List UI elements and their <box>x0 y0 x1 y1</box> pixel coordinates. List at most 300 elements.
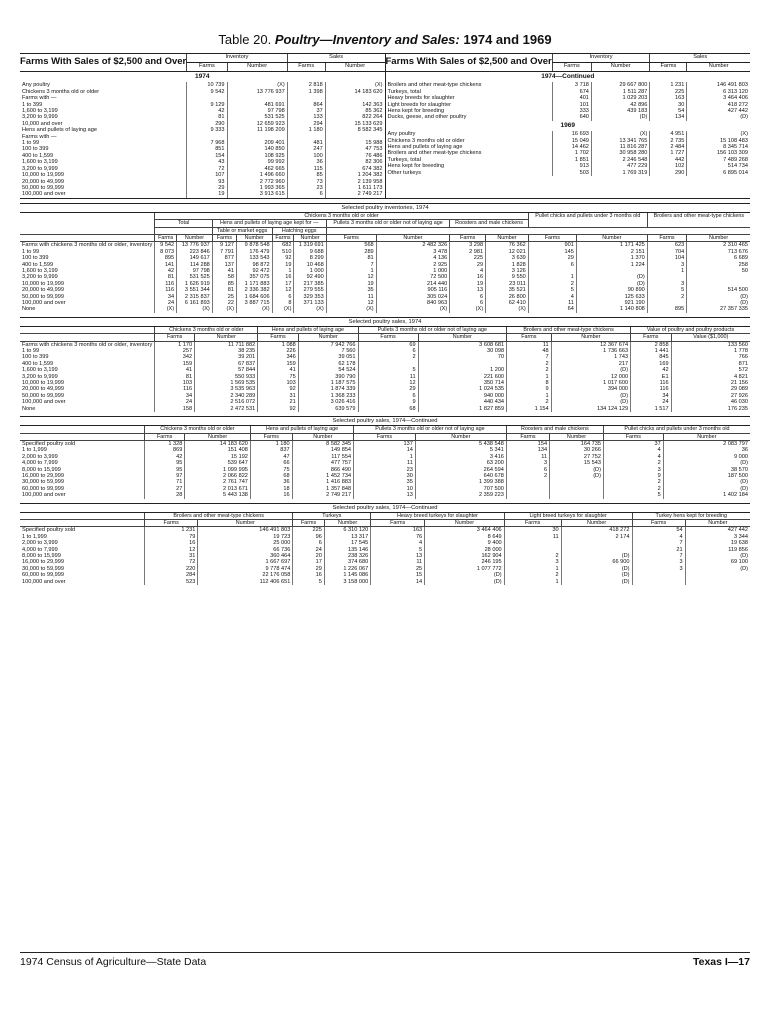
table-cell: (X) <box>212 306 236 312</box>
table-cell: 29 <box>358 386 418 392</box>
row-label: 1,600 to 3,199 <box>22 267 58 274</box>
table-cell: 1 170 <box>155 341 195 348</box>
table-cell: 2 <box>603 479 663 485</box>
table-cell: 247 <box>287 146 325 152</box>
table-cell: 29 <box>187 185 227 191</box>
table-cell: 3 344 <box>685 534 750 540</box>
table-cell: 4 951 <box>650 131 687 137</box>
row-label: 1,600 to 3,199 <box>22 159 58 166</box>
top-left-rows <box>20 82 385 197</box>
table-cell: 6 <box>450 294 486 300</box>
table-cell: 58 <box>212 274 236 280</box>
table-cell: 19 <box>272 262 294 268</box>
col-label: Farms <box>603 433 663 440</box>
col-label: Farms <box>354 433 416 440</box>
page <box>20 32 750 585</box>
table-cell: 16 693 <box>552 131 591 137</box>
table-cell: 154 <box>506 440 549 447</box>
table-cell: 134 <box>650 114 687 120</box>
table-cell: 14 <box>354 447 416 453</box>
row-label: 20,000 to 49,999 <box>22 178 64 185</box>
col-farms: Farms <box>650 62 687 71</box>
table-cell: 12 <box>358 380 418 386</box>
table-cell: 851 <box>187 146 227 152</box>
table-cell: 19 723 <box>198 534 293 540</box>
table-cell: 50 <box>687 268 750 274</box>
table-cell: 42 <box>631 367 672 373</box>
col-label: Number <box>236 234 272 241</box>
table-cell: 7 <box>326 262 376 268</box>
row-label: Farms with chickens 3 months old or older, inventory <box>22 341 153 348</box>
col-farms: Farms <box>287 62 325 71</box>
table-cell: 6 <box>358 348 418 354</box>
table-cell: 71 <box>145 479 185 485</box>
table-cell: 25 000 <box>198 540 293 546</box>
table-cell: 1 187 575 <box>298 380 358 386</box>
table-cell: 1 <box>326 268 376 274</box>
table-main-title: Poultry—Inventory and Sales: <box>274 32 460 47</box>
table-cell: 2 735 <box>650 138 687 144</box>
table-cell: 2 <box>507 399 552 405</box>
table-cell: 3 639 <box>486 255 529 261</box>
table-cell: 114 288 <box>177 262 213 268</box>
table-cell: 523 <box>145 579 198 585</box>
top-left-panel <box>20 54 385 198</box>
table-cell: 30 098 <box>418 348 507 354</box>
table-cell: 145 <box>528 249 576 255</box>
table-cell: 217 385 <box>294 281 326 287</box>
table-cell: 115 <box>287 166 325 172</box>
stub-blank <box>20 234 155 241</box>
table-cell: 6 <box>272 294 294 300</box>
table-row <box>20 492 750 498</box>
table-cell: 246 195 <box>425 559 505 565</box>
col-label: Number <box>687 234 750 241</box>
table-cell: 13 <box>354 492 416 498</box>
col-label: Number <box>550 433 604 440</box>
table-cell: 116 <box>631 386 672 392</box>
table-cell: 442 <box>650 157 687 163</box>
row-label: 100 to 399 <box>22 146 49 153</box>
table-cell: 707 500 <box>415 486 506 492</box>
table-cell: 3 298 <box>450 242 486 249</box>
table-cell: 220 <box>145 566 198 572</box>
table-cell: 1 328 <box>145 440 185 447</box>
row-label: 60,000 to 99,999 <box>22 485 64 492</box>
footer-right: Texas I—17 <box>692 956 750 968</box>
table-cell: 1 511 287 <box>591 89 649 95</box>
table-cell: 1 736 663 <box>551 348 630 354</box>
table-cell: 99 992 <box>227 159 287 165</box>
table-number: Table 20. <box>218 32 272 47</box>
col-head: Pullet chicks and pullets under 3 months old <box>528 213 647 227</box>
table-cell: 5 <box>603 492 663 498</box>
table-cell: 12 <box>326 274 376 280</box>
table-cell: 22 <box>212 300 236 306</box>
table-cell: 85 362 <box>325 108 384 114</box>
table-cell: 28 000 <box>425 547 505 553</box>
table-cell: 2 484 <box>650 144 687 150</box>
col-head: Broilers and other meat-type chickens <box>507 327 631 334</box>
table-cell: 333 <box>552 108 591 114</box>
table-cell: 17 <box>272 281 294 287</box>
table-cell: 149 617 <box>177 255 213 261</box>
table-cell: 21 <box>632 547 685 553</box>
stub-blank <box>20 327 155 334</box>
table-cell: (X) <box>687 131 750 137</box>
table-cell: 822 264 <box>325 114 384 120</box>
table-cell: 5 341 <box>415 447 506 453</box>
table-cell: 11 <box>358 374 418 380</box>
col-label: Farms <box>504 519 561 526</box>
col-label: Farms <box>506 433 549 440</box>
col-head: Light breed turkeys for slaughter <box>504 513 632 520</box>
col-label: Farms <box>631 334 672 341</box>
table-cell: 350 714 <box>418 380 507 386</box>
table-cell: 38 235 <box>195 348 258 354</box>
table-cell: 117 554 <box>292 454 353 460</box>
table-cell: 9 878 548 <box>236 242 272 249</box>
row-label: 3,200 to 9,999 <box>22 274 58 281</box>
table-cell: (X) <box>591 131 649 137</box>
table-cell: 103 <box>155 380 195 386</box>
col-head: Chickens 3 months old or older <box>145 426 251 433</box>
table-cell: 100 <box>287 153 325 159</box>
table-cell: 92 <box>272 255 294 261</box>
table-cell: 481 691 <box>227 102 287 108</box>
table-cell: 112 406 651 <box>198 579 293 585</box>
table-cell: 294 <box>287 121 325 127</box>
col-label: Number <box>685 519 750 526</box>
table-cell: 477 229 <box>591 163 649 169</box>
table-cell: 5 <box>528 287 576 293</box>
table-cell: 6 895 014 <box>687 170 750 176</box>
sales-cont2-table <box>20 513 750 585</box>
table-cell: 5 <box>293 579 325 585</box>
row-label: Ducks, geese, and other poultry <box>387 114 467 121</box>
section-title: Selected poultry inventories, 1974 <box>20 204 750 213</box>
table-row <box>20 191 385 197</box>
table-cell: (D) <box>425 579 505 585</box>
row-label: Hens kept for breeding <box>387 108 445 115</box>
table-cell: 357 075 <box>236 274 272 280</box>
table-cell: 12 <box>145 547 198 553</box>
table-cell: 81 <box>187 114 227 120</box>
table-cell: (D) <box>576 274 647 280</box>
table-cell: 34 <box>155 393 195 399</box>
table-cell: 895 <box>647 306 686 312</box>
table-cell: 477 757 <box>292 460 353 466</box>
col-label: Farms <box>145 433 185 440</box>
table-cell: 163 <box>371 527 425 534</box>
table-cell: 81 <box>155 374 195 380</box>
table-cell: 30 958 280 <box>591 150 649 156</box>
section-title: Selected poultry sales, 1974 <box>20 318 750 327</box>
table-cell: 26 800 <box>486 294 529 300</box>
table-cell: (D) <box>551 393 630 399</box>
sales-header: Sales <box>287 54 384 62</box>
table-cell: 1 874 339 <box>298 386 358 392</box>
table-cell: 9 333 <box>187 127 227 133</box>
table-cell: 29 <box>528 255 576 261</box>
row-label: 4,000 to 7,999 <box>22 546 58 553</box>
table-cell: 116 <box>155 281 177 287</box>
row-label: 1 to 99 <box>22 348 40 355</box>
table-cell: 264 594 <box>415 467 506 473</box>
table-cell: 7 560 <box>298 348 358 354</box>
table-cell: 2 246 548 <box>591 157 649 163</box>
col-label: Number <box>177 234 213 241</box>
table-cell: 154 <box>187 153 227 159</box>
table-cell: 1 993 365 <box>227 185 287 191</box>
table-cell: 35 <box>326 287 376 293</box>
table-cell: 93 <box>187 179 227 185</box>
table-cell: 6 161 893 <box>177 300 213 306</box>
table-cell: 2 359 223 <box>415 492 506 498</box>
table-cell: 10 468 <box>294 262 326 268</box>
table-cell: 28 <box>145 492 185 498</box>
table-cell: 3 <box>647 262 686 268</box>
table-cell: 30 <box>354 473 416 479</box>
table-cell: (X) <box>227 82 287 88</box>
row-label: 100 to 399 <box>22 354 49 361</box>
table-cell: 840 963 <box>376 300 450 306</box>
table-title <box>20 32 750 47</box>
table-cell: 4 <box>632 534 685 540</box>
table-row <box>20 406 750 412</box>
table-cell: 7 <box>632 540 685 546</box>
table-cell: 66 <box>250 460 292 466</box>
sales-table <box>20 327 750 412</box>
col-head: Chickens 3 months old or older <box>155 327 258 334</box>
col-head: Broilers and other meat-type chickens <box>145 513 293 520</box>
table-cell: 2 818 <box>287 82 325 88</box>
table-cell: 8 345 714 <box>687 144 750 150</box>
table-cell: 8 582 345 <box>292 440 353 447</box>
table-cell: 81 <box>155 274 177 280</box>
table-cell: 279 555 <box>294 287 326 293</box>
table-cell: (D) <box>561 553 632 559</box>
table-cell: 7 968 <box>187 140 227 146</box>
top-panel <box>20 53 750 199</box>
table-cell: 766 <box>671 354 750 360</box>
table-cell: 108 925 <box>227 153 287 159</box>
col-subhead: Table or market eggs <box>212 227 272 234</box>
table-cell: 4 <box>371 540 425 546</box>
row-label: 20,000 to 49,999 <box>22 386 64 393</box>
table-cell: 76 486 <box>325 153 384 159</box>
table-cell: 75 <box>250 467 292 473</box>
row-label: Broilers and other meat-type chickens <box>387 150 482 157</box>
table-cell: 13 317 <box>324 534 370 540</box>
page-footer <box>20 952 750 968</box>
table-cell: 41 <box>212 268 236 274</box>
table-cell: 6 313 120 <box>687 89 750 95</box>
table-cell: 37 <box>287 108 325 114</box>
table-cell: 10 <box>354 486 416 492</box>
table-cell: 137 <box>212 262 236 268</box>
table-row <box>20 341 750 348</box>
table-cell: 73 <box>287 179 325 185</box>
row-label: 400 to 1,599 <box>22 360 54 367</box>
table-cell: 1 <box>272 268 294 274</box>
footer-left: 1974 Census of Agriculture—State Data <box>20 956 207 968</box>
table-cell: 134 124 129 <box>551 406 630 412</box>
table-cell: 225 <box>650 89 687 95</box>
table-cell: 54 <box>632 527 685 534</box>
table-cell: 2 749 217 <box>292 492 353 498</box>
table-cell: 8 582 345 <box>325 127 384 133</box>
table-cell: 9 688 <box>294 249 326 255</box>
table-cell: (X) <box>325 82 384 88</box>
table-cell: 116 <box>155 386 195 392</box>
row-label: 16,000 to 29,999 <box>22 559 64 566</box>
col-labels <box>20 334 750 341</box>
row-label: Hens and pullets of laying age <box>387 144 463 151</box>
table-cell: 7 791 <box>212 249 236 255</box>
col-heads <box>20 426 750 433</box>
col-label: Farms <box>212 234 236 241</box>
table-cell: 14 462 <box>552 144 591 150</box>
col-heads <box>20 513 750 520</box>
table-cell: 9 <box>358 399 418 405</box>
table-cell: 2 340 289 <box>195 393 258 399</box>
row-label: Farms with chickens 3 months old or older, inventory <box>22 242 153 249</box>
table-cell: 30 <box>650 102 687 108</box>
col-label: Farms <box>145 519 198 526</box>
stub-blank <box>20 426 145 433</box>
table-cell: 27 357 335 <box>687 306 750 312</box>
table-cell: (D) <box>561 572 632 578</box>
table-cell: 1 231 <box>145 527 198 534</box>
table-cell: 1 200 <box>418 367 507 373</box>
table-cell: 1 827 859 <box>418 406 507 412</box>
table-cell: 19 <box>187 191 227 197</box>
table-cell: 140 850 <box>227 146 287 152</box>
table-cell: 11 <box>326 294 376 300</box>
table-cell: 371 133 <box>294 300 326 306</box>
top-left-table <box>20 54 385 198</box>
table-cell: 1 357 848 <box>292 486 353 492</box>
table-cell: 29 <box>293 566 325 572</box>
table-cell: 209 401 <box>227 140 287 146</box>
table-cell: 10 739 <box>187 82 227 88</box>
row-label: 4,000 to 7,999 <box>22 460 58 467</box>
row-label: 16,000 to 29,999 <box>22 472 64 479</box>
table-row <box>20 527 750 534</box>
table-cell: 2 <box>507 367 552 373</box>
col-heads <box>20 327 750 334</box>
table-cell: 4 <box>603 454 663 460</box>
row-label: 10,000 to 19,999 <box>22 172 64 179</box>
table-cell: 103 <box>258 380 299 386</box>
table-cell: 869 <box>145 447 185 453</box>
col-labels <box>20 519 750 526</box>
col-label: Number <box>376 234 450 241</box>
table-cell: 146 491 803 <box>198 527 293 534</box>
table-cell: 3 <box>632 559 685 565</box>
table-cell: 13 776 937 <box>227 89 287 95</box>
table-cell: 151 408 <box>185 447 251 453</box>
row-label: 1 to 1,999 <box>22 447 47 454</box>
table-cell: 68 <box>358 406 418 412</box>
table-cell: 38 570 <box>663 467 750 473</box>
table-cell: 6 <box>293 540 325 546</box>
col-head: Total <box>155 220 213 227</box>
table-cell: 1 743 <box>551 354 630 360</box>
col-label: Farms <box>507 334 552 341</box>
table-cell: 877 <box>212 255 236 261</box>
table-cell: 57 844 <box>195 367 258 373</box>
section-inventories <box>20 203 750 313</box>
table-cell: 510 <box>272 249 294 255</box>
table-cell: 176 479 <box>236 249 272 255</box>
table-cell: 97 798 <box>177 268 213 274</box>
table-cell: 3 <box>647 281 686 287</box>
row-label: 1 to 99 <box>22 140 40 147</box>
table-cell: 75 <box>258 374 299 380</box>
table-cell: 1 319 691 <box>294 242 326 249</box>
table-cell: 1 667 697 <box>198 559 293 565</box>
table-cell: 3 535 963 <box>195 386 258 392</box>
table-cell: 24 <box>631 399 672 405</box>
table-cell: 401 <box>552 95 591 101</box>
table-cell: 4 136 <box>376 255 450 261</box>
table-cell: 871 <box>671 361 750 367</box>
col-head: Heavy breed turkeys for slaughter <box>371 513 504 520</box>
row-label: Specified poultry sold <box>22 440 76 447</box>
col-head: Roosters and male chickens <box>506 426 603 433</box>
sales-header: Sales <box>650 54 750 62</box>
row-label: 10,000 to 19,999 <box>22 380 64 387</box>
table-cell: 221 600 <box>418 374 507 380</box>
table-cell: 674 382 <box>325 166 384 172</box>
row-label: 8,000 to 15,999 <box>22 466 61 473</box>
row-label: Farms with — <box>22 133 57 140</box>
table-cell: 305 024 <box>376 294 450 300</box>
table-cell <box>506 492 549 498</box>
row-label: 10,000 to 19,999 <box>22 280 64 287</box>
table-cell: 3 718 <box>552 82 591 88</box>
table-cell: 41 <box>155 367 195 373</box>
table-cell: 2 472 531 <box>195 406 258 412</box>
row-label: Other turkeys <box>387 169 422 176</box>
table-row <box>20 579 750 585</box>
table-cell: 9 542 <box>187 89 227 95</box>
section-sales-continued <box>20 416 750 498</box>
col-head: Hens and pullets of laying age <box>250 426 353 433</box>
table-cell: 8 <box>272 300 294 306</box>
table-cell: 8 073 <box>155 249 177 255</box>
table-cell: 3 026 416 <box>298 399 358 405</box>
table-cell: 3 <box>504 559 561 565</box>
table-cell: 572 <box>671 367 750 373</box>
table-cell: 290 <box>650 170 687 176</box>
table-cell: 13 776 937 <box>177 242 213 249</box>
table-cell: 1 231 <box>650 82 687 88</box>
stub-title: Farms With Sales of $2,500 and Over <box>386 54 553 72</box>
table-cell: 223 846 <box>177 249 213 255</box>
row-label: 50,000 to 99,999 <box>22 392 64 399</box>
col-label: Value ($1,000) <box>671 334 750 341</box>
table-cell: 21 156 <box>671 380 750 386</box>
table-cell: 568 <box>326 242 376 249</box>
table-cell: 42 <box>155 268 177 274</box>
row-label: 50,000 to 99,999 <box>22 293 64 300</box>
table-cell: 13 <box>450 287 486 293</box>
col-subhead: Hatching eggs <box>272 227 326 234</box>
table-cell: 14 <box>371 579 425 585</box>
